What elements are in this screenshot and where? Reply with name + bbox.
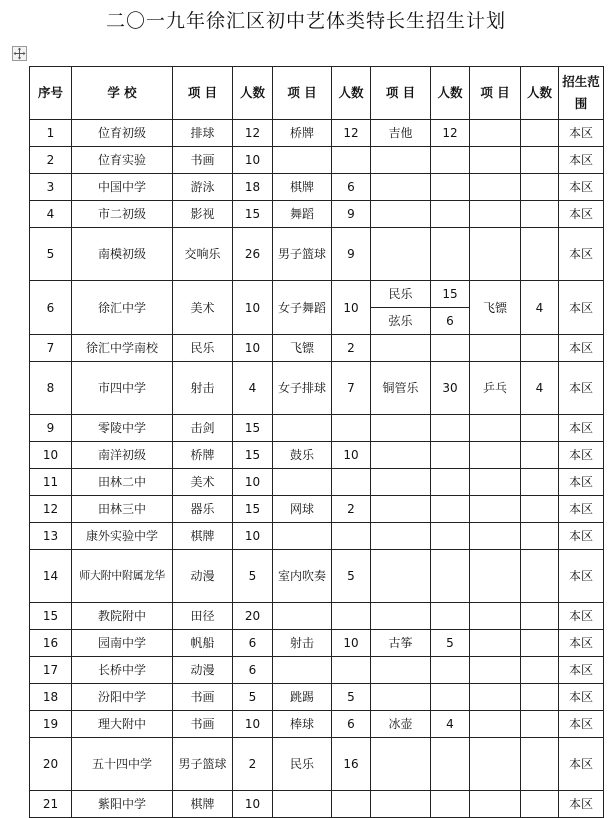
cell-count-4 bbox=[521, 791, 559, 818]
cell-school: 田林二中 bbox=[72, 469, 173, 496]
cell-seq: 14 bbox=[30, 550, 72, 603]
cell-item-1: 游泳 bbox=[173, 174, 233, 201]
cell-count-2: 10 bbox=[332, 281, 371, 335]
cell-count-2: 6 bbox=[332, 174, 371, 201]
table-row bbox=[30, 201, 604, 228]
cell-item-1: 射击 bbox=[173, 362, 233, 415]
cell-seq: 8 bbox=[30, 362, 72, 415]
cell-count-1: 5 bbox=[233, 684, 273, 711]
cell-school: 五十四中学 bbox=[72, 738, 173, 791]
table-row bbox=[30, 174, 604, 201]
move-handle-icon[interactable] bbox=[12, 46, 27, 61]
cell-seq: 19 bbox=[30, 711, 72, 738]
cell-count-4 bbox=[521, 657, 559, 684]
cell-scope: 本区 bbox=[559, 711, 604, 738]
header-count-4: 人数 bbox=[521, 67, 559, 120]
cell-count-3 bbox=[431, 523, 470, 550]
cell-count-3 bbox=[431, 442, 470, 469]
cell-count-2 bbox=[332, 657, 371, 684]
cell-count-1: 15 bbox=[233, 442, 273, 469]
cell-seq: 21 bbox=[30, 791, 72, 818]
cell-item-2: 女子舞蹈 bbox=[273, 281, 332, 335]
table-row bbox=[30, 791, 604, 818]
cell-school: 紫阳中学 bbox=[72, 791, 173, 818]
cell-item-2: 飞镖 bbox=[273, 335, 332, 362]
cell-seq: 12 bbox=[30, 496, 72, 523]
cell-scope: 本区 bbox=[559, 657, 604, 684]
cell-item-3 bbox=[371, 415, 431, 442]
cell-count-1: 6 bbox=[233, 657, 273, 684]
cell-item-2: 棋牌 bbox=[273, 174, 332, 201]
cell-count-3 bbox=[431, 550, 470, 603]
cell-scope: 本区 bbox=[559, 523, 604, 550]
table-row bbox=[30, 281, 604, 335]
cell-count-3 bbox=[431, 738, 470, 791]
cell-seq: 13 bbox=[30, 523, 72, 550]
cell-count-3 bbox=[431, 791, 470, 818]
cell-count-1: 26 bbox=[233, 228, 273, 281]
cell-count-4 bbox=[521, 120, 559, 147]
cell-count-3: 4 bbox=[431, 711, 470, 738]
header-item-4: 项 目 bbox=[470, 67, 521, 120]
cell-school: 理大附中 bbox=[72, 711, 173, 738]
cell-item-1: 交响乐 bbox=[173, 228, 233, 281]
cell-item-2 bbox=[273, 147, 332, 174]
cell-item-2: 鼓乐 bbox=[273, 442, 332, 469]
cell-item-3 bbox=[371, 657, 431, 684]
cell-item-3: 古筝 bbox=[371, 630, 431, 657]
cell-item-1: 男子篮球 bbox=[173, 738, 233, 791]
document-title: 二〇一九年徐汇区初中艺体类特长生招生计划 bbox=[105, 10, 506, 32]
cell-count-3b: 6 bbox=[446, 314, 454, 328]
cell-item-2 bbox=[273, 415, 332, 442]
cell-count-4 bbox=[521, 496, 559, 523]
cell-count-1: 10 bbox=[233, 335, 273, 362]
cell-seq: 10 bbox=[30, 442, 72, 469]
cell-item-4 bbox=[470, 684, 521, 711]
cell-item-3 bbox=[371, 550, 431, 603]
cell-item-1: 动漫 bbox=[173, 550, 233, 603]
cell-count-4 bbox=[521, 442, 559, 469]
cell-seq: 1 bbox=[30, 120, 72, 147]
cell-count-4 bbox=[521, 523, 559, 550]
cell-count-3 bbox=[431, 335, 470, 362]
cell-count-4 bbox=[521, 415, 559, 442]
cell-seq: 18 bbox=[30, 684, 72, 711]
cell-count-3: 5 bbox=[431, 630, 470, 657]
cell-item-4 bbox=[470, 469, 521, 496]
cell-item-2: 女子排球 bbox=[273, 362, 332, 415]
cell-item-4: 飞镖 bbox=[470, 281, 521, 335]
cell-school: 市二初级 bbox=[72, 201, 173, 228]
cell-seq: 6 bbox=[30, 281, 72, 335]
cell-scope: 本区 bbox=[559, 362, 604, 415]
cell-school: 市四中学 bbox=[72, 362, 173, 415]
cell-item-1: 排球 bbox=[173, 120, 233, 147]
cell-school: 南模初级 bbox=[72, 228, 173, 281]
cell-count-1: 10 bbox=[233, 147, 273, 174]
cell-item-4 bbox=[470, 415, 521, 442]
cell-count-4 bbox=[521, 550, 559, 603]
cell-item-4: 乒乓 bbox=[470, 362, 521, 415]
cell-count-1: 10 bbox=[233, 791, 273, 818]
cell-count-4 bbox=[521, 630, 559, 657]
cell-count-3 bbox=[431, 469, 470, 496]
table-row bbox=[30, 442, 604, 469]
header-seq: 序号 bbox=[30, 67, 72, 120]
cell-count-2: 5 bbox=[332, 684, 371, 711]
cell-scope: 本区 bbox=[559, 415, 604, 442]
cell-school: 园南中学 bbox=[72, 630, 173, 657]
cell-school: 南洋初级 bbox=[72, 442, 173, 469]
cell-count-3 bbox=[431, 201, 470, 228]
header-row bbox=[30, 67, 604, 120]
cell-item-3 bbox=[371, 496, 431, 523]
cell-count-4 bbox=[521, 201, 559, 228]
cell-count-1: 5 bbox=[233, 550, 273, 603]
cell-item-3 bbox=[371, 791, 431, 818]
header-item-1: 项 目 bbox=[173, 67, 233, 120]
cell-item-3: 铜管乐 bbox=[371, 362, 431, 415]
table-row bbox=[30, 228, 604, 281]
cell-item-2 bbox=[273, 603, 332, 630]
cell-item-1: 动漫 bbox=[173, 657, 233, 684]
header-count-3: 人数 bbox=[431, 67, 470, 120]
cell-item-1: 书画 bbox=[173, 684, 233, 711]
cell-item-4 bbox=[470, 442, 521, 469]
cell-count-2: 6 bbox=[332, 711, 371, 738]
cell-item-2: 室内吹奏 bbox=[273, 550, 332, 603]
cell-item-1: 书画 bbox=[173, 147, 233, 174]
cell-school: 徐汇中学南校 bbox=[72, 335, 173, 362]
cell-item-4 bbox=[470, 228, 521, 281]
cell-item-3 bbox=[371, 442, 431, 469]
cell-item-3 bbox=[371, 335, 431, 362]
cell-item-2: 网球 bbox=[273, 496, 332, 523]
cell-item-4 bbox=[470, 603, 521, 630]
cell-item-1: 影视 bbox=[173, 201, 233, 228]
cell-item-1: 器乐 bbox=[173, 496, 233, 523]
cell-count-3 bbox=[431, 174, 470, 201]
cell-count-2: 7 bbox=[332, 362, 371, 415]
cell-count-3 bbox=[431, 228, 470, 281]
cell-scope: 本区 bbox=[559, 174, 604, 201]
cell-item-3 bbox=[371, 684, 431, 711]
cell-item-4 bbox=[470, 738, 521, 791]
cell-item-1: 桥牌 bbox=[173, 442, 233, 469]
cell-school: 位育初级 bbox=[72, 120, 173, 147]
cell-item-2 bbox=[273, 469, 332, 496]
cell-item-2: 舞蹈 bbox=[273, 201, 332, 228]
cell-seq: 3 bbox=[30, 174, 72, 201]
cell-count-1: 6 bbox=[233, 630, 273, 657]
cell-school: 教院附中 bbox=[72, 603, 173, 630]
cell-item-1: 棋牌 bbox=[173, 791, 233, 818]
cell-item-4 bbox=[470, 335, 521, 362]
cell-item-2: 射击 bbox=[273, 630, 332, 657]
cell-school: 长桥中学 bbox=[72, 657, 173, 684]
cell-count-2: 10 bbox=[332, 442, 371, 469]
cell-count-1: 15 bbox=[233, 496, 273, 523]
table-row bbox=[30, 657, 604, 684]
cell-count-1: 10 bbox=[233, 523, 273, 550]
cell-count-3 bbox=[431, 496, 470, 523]
cell-scope: 本区 bbox=[559, 630, 604, 657]
cell-seq: 20 bbox=[30, 738, 72, 791]
cell-count-4 bbox=[521, 335, 559, 362]
cell-count-2: 9 bbox=[332, 201, 371, 228]
cell-scope: 本区 bbox=[559, 201, 604, 228]
cell-item-4 bbox=[470, 523, 521, 550]
cell-item-4 bbox=[470, 550, 521, 603]
cell-count-4: 4 bbox=[521, 362, 559, 415]
cell-count-2: 5 bbox=[332, 550, 371, 603]
cell-count-4 bbox=[521, 174, 559, 201]
cell-count-2: 12 bbox=[332, 120, 371, 147]
cell-school: 位育实验 bbox=[72, 147, 173, 174]
cell-seq: 16 bbox=[30, 630, 72, 657]
cell-count-2 bbox=[332, 469, 371, 496]
cell-count-1: 12 bbox=[233, 120, 273, 147]
table-row bbox=[30, 147, 604, 174]
table-row bbox=[30, 362, 604, 415]
cell-count-2: 16 bbox=[332, 738, 371, 791]
cell-item-4 bbox=[470, 711, 521, 738]
cell-item-2: 棒球 bbox=[273, 711, 332, 738]
cell-item-1: 民乐 bbox=[173, 335, 233, 362]
cell-scope: 本区 bbox=[559, 335, 604, 362]
cell-item-2 bbox=[273, 791, 332, 818]
cell-school: 零陵中学 bbox=[72, 415, 173, 442]
cell-seq: 11 bbox=[30, 469, 72, 496]
table-row bbox=[30, 335, 604, 362]
cell-item-3-split bbox=[371, 281, 431, 335]
cell-count-1: 10 bbox=[233, 469, 273, 496]
cell-item-3: 冰壶 bbox=[371, 711, 431, 738]
cell-item-2: 跳踢 bbox=[273, 684, 332, 711]
cell-count-2: 2 bbox=[332, 496, 371, 523]
cell-scope: 本区 bbox=[559, 147, 604, 174]
cell-scope: 本区 bbox=[559, 603, 604, 630]
cell-item-2: 男子篮球 bbox=[273, 228, 332, 281]
cell-count-1: 18 bbox=[233, 174, 273, 201]
table-row bbox=[30, 630, 604, 657]
cell-seq: 5 bbox=[30, 228, 72, 281]
enrollment-plan-table bbox=[29, 66, 604, 818]
cell-count-2 bbox=[332, 415, 371, 442]
header-scope: 招生范围 bbox=[559, 67, 604, 120]
cell-item-4 bbox=[470, 174, 521, 201]
cell-item-1: 击剑 bbox=[173, 415, 233, 442]
cell-seq: 7 bbox=[30, 335, 72, 362]
cell-count-4 bbox=[521, 603, 559, 630]
cell-scope: 本区 bbox=[559, 228, 604, 281]
cell-seq: 9 bbox=[30, 415, 72, 442]
cell-count-3 bbox=[431, 684, 470, 711]
cell-item-4 bbox=[470, 496, 521, 523]
cell-count-2: 2 bbox=[332, 335, 371, 362]
header-count-1: 人数 bbox=[233, 67, 273, 120]
cell-item-3 bbox=[371, 228, 431, 281]
cell-count-1: 15 bbox=[233, 415, 273, 442]
cell-item-1: 田径 bbox=[173, 603, 233, 630]
table-row bbox=[30, 738, 604, 791]
cell-count-3 bbox=[431, 603, 470, 630]
cell-item-4 bbox=[470, 657, 521, 684]
cell-scope: 本区 bbox=[559, 684, 604, 711]
cell-scope: 本区 bbox=[559, 738, 604, 791]
cell-count-2 bbox=[332, 147, 371, 174]
cell-scope: 本区 bbox=[559, 791, 604, 818]
cell-school: 中国中学 bbox=[72, 174, 173, 201]
cell-scope: 本区 bbox=[559, 281, 604, 335]
cell-count-4 bbox=[521, 147, 559, 174]
cell-item-3 bbox=[371, 147, 431, 174]
table-row bbox=[30, 120, 604, 147]
cell-count-3 bbox=[431, 657, 470, 684]
table-row bbox=[30, 550, 604, 603]
cell-item-1: 书画 bbox=[173, 711, 233, 738]
cell-count-4 bbox=[521, 228, 559, 281]
cell-item-3b: 弦乐 bbox=[388, 314, 413, 328]
cell-school: 汾阳中学 bbox=[72, 684, 173, 711]
cell-item-3: 吉他 bbox=[371, 120, 431, 147]
cell-item-3 bbox=[371, 201, 431, 228]
cell-count-3: 12 bbox=[431, 120, 470, 147]
cell-count-3: 30 bbox=[431, 362, 470, 415]
header-item-3: 项 目 bbox=[371, 67, 431, 120]
cell-item-2 bbox=[273, 523, 332, 550]
cell-count-1: 2 bbox=[233, 738, 273, 791]
cell-item-3 bbox=[371, 738, 431, 791]
cell-scope: 本区 bbox=[559, 469, 604, 496]
cell-school: 徐汇中学 bbox=[72, 281, 173, 335]
cell-count-3 bbox=[431, 415, 470, 442]
cell-count-2 bbox=[332, 791, 371, 818]
cell-count-4: 4 bbox=[521, 281, 559, 335]
cell-item-1: 美术 bbox=[173, 281, 233, 335]
cell-seq: 17 bbox=[30, 657, 72, 684]
table-row bbox=[30, 496, 604, 523]
cell-item-3 bbox=[371, 174, 431, 201]
header-count-2: 人数 bbox=[332, 67, 371, 120]
cell-item-3 bbox=[371, 603, 431, 630]
cell-item-1: 美术 bbox=[173, 469, 233, 496]
cell-school: 康外实验中学 bbox=[72, 523, 173, 550]
cell-seq: 15 bbox=[30, 603, 72, 630]
cell-item-1: 帆船 bbox=[173, 630, 233, 657]
cell-item-4 bbox=[470, 630, 521, 657]
cell-scope: 本区 bbox=[559, 550, 604, 603]
cell-item-2: 民乐 bbox=[273, 738, 332, 791]
cell-count-2: 10 bbox=[332, 630, 371, 657]
cell-count-4 bbox=[521, 738, 559, 791]
cell-item-4 bbox=[470, 791, 521, 818]
cell-count-3 bbox=[431, 147, 470, 174]
cell-school: 田林三中 bbox=[72, 496, 173, 523]
cell-item-3 bbox=[371, 523, 431, 550]
cell-count-1: 15 bbox=[233, 201, 273, 228]
cell-scope: 本区 bbox=[559, 120, 604, 147]
cell-school: 师大附中附属龙华 bbox=[72, 550, 173, 603]
cell-item-1: 棋牌 bbox=[173, 523, 233, 550]
cell-count-3a: 15 bbox=[431, 281, 469, 308]
table-row bbox=[30, 603, 604, 630]
cell-count-1: 4 bbox=[233, 362, 273, 415]
cell-scope: 本区 bbox=[559, 496, 604, 523]
cell-item-3a: 民乐 bbox=[371, 281, 430, 308]
cell-item-4 bbox=[470, 201, 521, 228]
header-item-2: 项 目 bbox=[273, 67, 332, 120]
header-school: 学 校 bbox=[72, 67, 173, 120]
table-row bbox=[30, 415, 604, 442]
cell-seq: 4 bbox=[30, 201, 72, 228]
table-row bbox=[30, 684, 604, 711]
cell-scope: 本区 bbox=[559, 442, 604, 469]
cell-count-4 bbox=[521, 469, 559, 496]
cell-count-2 bbox=[332, 603, 371, 630]
cell-count-2: 9 bbox=[332, 228, 371, 281]
table-row bbox=[30, 469, 604, 496]
cell-item-4 bbox=[470, 120, 521, 147]
cell-item-2: 桥牌 bbox=[273, 120, 332, 147]
cell-count-4 bbox=[521, 711, 559, 738]
cell-item-2 bbox=[273, 657, 332, 684]
cell-count-4 bbox=[521, 684, 559, 711]
cell-seq: 2 bbox=[30, 147, 72, 174]
table-row bbox=[30, 711, 604, 738]
cell-count-2 bbox=[332, 523, 371, 550]
table-row bbox=[30, 523, 604, 550]
cell-item-4 bbox=[470, 147, 521, 174]
cell-item-3 bbox=[371, 469, 431, 496]
cell-count-1: 10 bbox=[233, 281, 273, 335]
cell-count-1: 20 bbox=[233, 603, 273, 630]
cell-count-1: 10 bbox=[233, 711, 273, 738]
cell-count-3-split bbox=[431, 281, 470, 335]
